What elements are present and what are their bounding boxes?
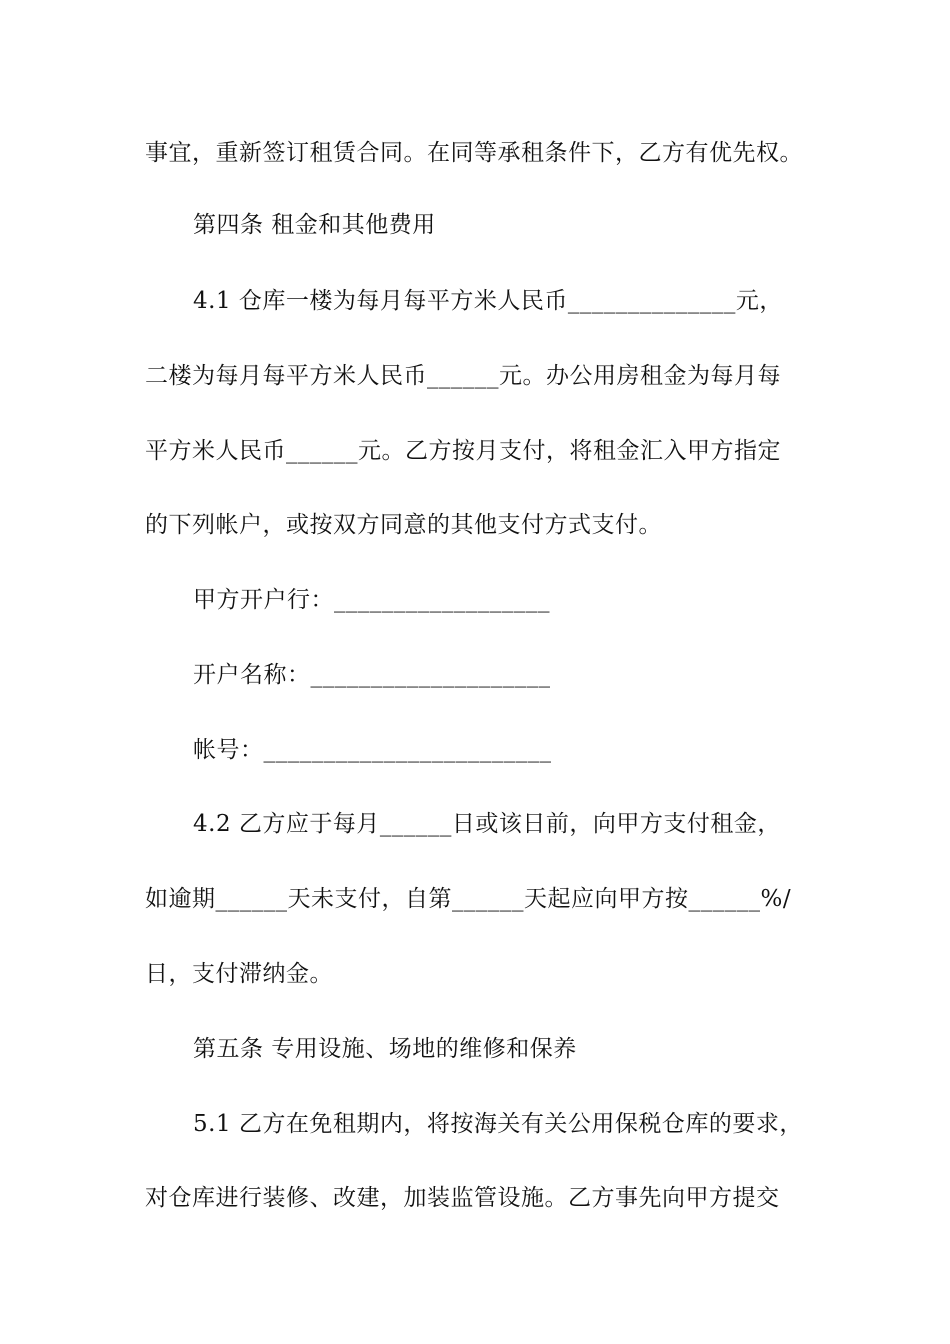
account-name-field: 开户名称：____________________ xyxy=(193,662,551,688)
clause-4-2-line-3: 日，支付滞纳金。 xyxy=(145,961,333,987)
clause-4-1-line-4: 的下列帐户，或按双方同意的其他支付方式支付。 xyxy=(145,512,662,538)
clause-4-2-line-1: 4.2 乙方应于每月______日或该日前，向甲方支付租金， xyxy=(193,811,781,837)
bank-name-field: 甲方开户行：__________________ xyxy=(193,587,550,613)
article-5-heading: 第五条 专用设施、场地的维修和保养 xyxy=(193,1036,577,1062)
clause-4-1-line-2: 二楼为每月每平方米人民币______元。办公用房租金为每月每 xyxy=(145,363,781,389)
clause-4-1-line-3: 平方米人民币______元。乙方按月支付，将租金汇入甲方指定 xyxy=(145,438,781,464)
clause-5-1-line-1: 5.1 乙方在免租期内，将按海关有关公用保税仓库的要求， xyxy=(193,1111,803,1137)
clause-4-2-line-2: 如逾期______天未支付，自第______天起应向甲方按______%/ xyxy=(145,886,792,912)
text-line-1: 事宜，重新签订租赁合同。在同等承租条件下，乙方有优先权。 xyxy=(145,140,803,166)
clause-4-1-line-1: 4.1 仓库一楼为每月每平方米人民币______________元， xyxy=(193,288,783,314)
account-number-field: 帐号：________________________ xyxy=(193,737,552,763)
article-4-heading: 第四条 租金和其他费用 xyxy=(193,212,436,238)
clause-5-1-line-2: 对仓库进行装修、改建，加装监管设施。乙方事先向甲方提交 xyxy=(145,1185,780,1211)
